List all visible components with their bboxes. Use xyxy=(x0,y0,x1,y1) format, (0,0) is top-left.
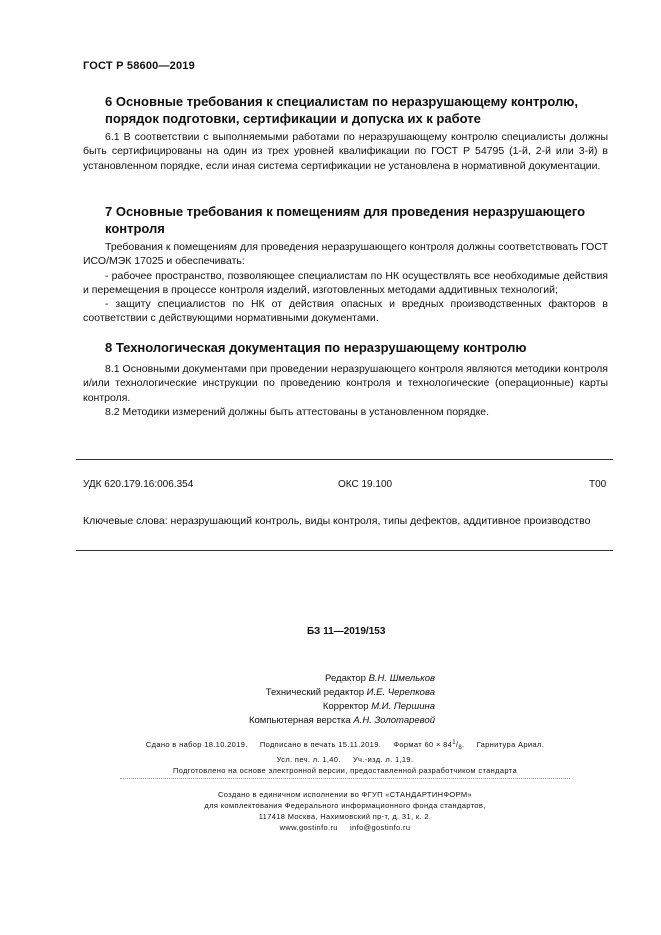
section-8-body xyxy=(83,362,608,419)
credit-name: В.Н. Шмельков xyxy=(368,673,435,684)
udk-code: УДК 620.179.16:006.354 xyxy=(83,479,194,490)
credit-role: Компьютерная верстка xyxy=(248,715,351,726)
section-6-title-line2: порядок подготовки, сертификации и допуска их к работе xyxy=(105,111,481,126)
section-7-paragraph-1: Требования к помещениям для проведения неразрушающего контроля должны соответствовать ГОСТ ИСО/МЭК 17025 и обеспечивать: xyxy=(83,241,608,268)
signed-date: Подписано в печать 15.11.2019. xyxy=(259,740,382,749)
section-7-list-item-2: - защиту специалистов по НК от действия опасных и вредных производственных факторов в соответствии с действующими нормативными документами. xyxy=(83,298,608,325)
bz-number: БЗ 11—2019/153 xyxy=(307,626,386,637)
keywords: Ключевые слова: неразрушающий контроль, виды контроля, типы дефектов, аддитивное производство xyxy=(83,515,591,527)
credit-editor xyxy=(190,672,435,686)
section-7-list-item-1: - рабочее пространство, позволяющее специалистам по НК осуществлять все необходимые действия и перемещения в процессе контроля изделий, изготовленных методами аддитивных технологий; xyxy=(83,269,608,296)
credit-layout xyxy=(190,714,435,728)
section-7-title-line1: 7 Основные требования к помещениям для проведения неразрушающего xyxy=(105,204,586,219)
credit-name: А.Н. Золотаревой xyxy=(353,715,435,726)
section-7-title xyxy=(105,203,605,237)
credit-role: Корректор xyxy=(322,701,369,712)
paper-format: Формат $60 \times 84^1/_8$. xyxy=(393,740,465,751)
submitted-date: Сдано в набор 18.10.2019. xyxy=(145,740,248,749)
print-line-2 xyxy=(100,754,590,765)
oks-code: ОКС 19.100 xyxy=(338,479,393,490)
credit-name: И.Е. Черепкова xyxy=(366,687,435,698)
format-prefix: Формат 60 × 84 xyxy=(393,740,453,749)
section-8-title: 8 Технологическая документация по неразрушающему контролю xyxy=(105,340,527,355)
publisher-line-3: 117418 Москва, Нахимовский пр-т, д. 31, к. 2. xyxy=(258,812,432,821)
bottom-divider xyxy=(76,550,613,551)
publisher-sheets: Уч.-изд. л. 1,19. xyxy=(352,755,414,764)
credit-name: М.И. Першина xyxy=(371,701,435,712)
credit-tech-editor xyxy=(190,686,435,700)
section-7-body xyxy=(83,240,608,326)
section-8-paragraph-2: 8.2 Методики измерений должны быть аттестованы в установленном порядке. xyxy=(105,405,490,418)
section-8-paragraph-1: 8.1 Основными документами при проведении неразрушающего контроля являются методики контроля и/или технологические инструкции по проведению контроля и технологические (операционные) карты контроля. xyxy=(83,363,608,404)
credit-role: Редактор xyxy=(325,673,366,684)
publisher-website-link[interactable]: www.gostinfo.ru xyxy=(279,823,338,832)
publisher-line-1: Создано в единичном исполнении во ФГУП «СТАНДАРТИНФОРМ» xyxy=(218,790,472,799)
publisher-line-2: для комплектования Федерального информационного фонда стандартов, xyxy=(204,801,486,810)
format-numerator: 1 xyxy=(452,740,456,746)
imprint-divider xyxy=(120,778,570,779)
section-7-title-line2: контроля xyxy=(105,221,165,236)
section-6-title xyxy=(105,93,605,127)
publisher-info xyxy=(100,789,590,833)
format-denominator: 8 xyxy=(458,745,462,751)
document-header: ГОСТ Р 58600—2019 xyxy=(83,60,195,72)
typeface: Гарнитура Ариал. xyxy=(476,740,545,749)
publisher-contacts xyxy=(100,822,590,833)
print-info xyxy=(100,738,590,776)
category-code: Т00 xyxy=(589,479,607,490)
credit-proofreader xyxy=(190,700,435,714)
print-line-3: Подготовлено на основе электронной версии, предоставленной разработчиком стандарта xyxy=(172,766,518,775)
format-suffix: . xyxy=(462,740,465,749)
credits-block xyxy=(190,672,435,728)
section-6-title-line1: 6 Основные требования к специалистам по неразрушающему контролю, xyxy=(105,94,578,109)
print-line-1 xyxy=(100,738,590,754)
printed-sheets: Усл. печ. л. 1,40. xyxy=(276,755,341,764)
section-6-paragraph-1: 6.1 В соответствии с выполняемыми работами по неразрушающему контролю специалисты должны быть сертифицированы на один из трех уровней квалификации по ГОСТ Р 54795 (1-й, 2-й или 3-й) в установленном порядке, если иная система сертификации не установлена в нормативной документации. xyxy=(83,131,608,172)
publisher-email-link[interactable]: info@gostinfo.ru xyxy=(350,823,411,832)
top-divider xyxy=(76,459,613,460)
credit-role: Технический редактор xyxy=(265,687,365,698)
